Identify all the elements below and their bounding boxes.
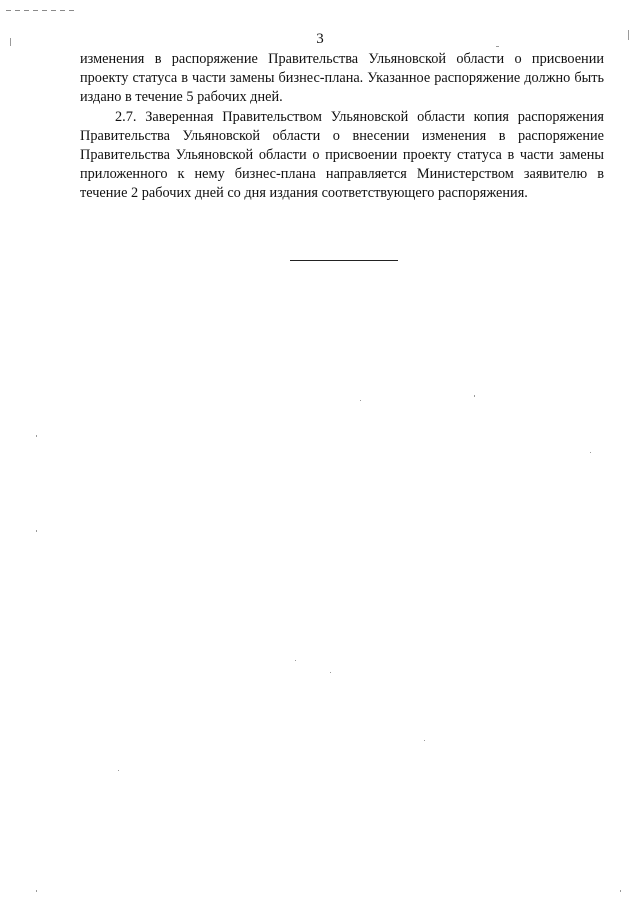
scan-speck — [474, 395, 475, 397]
scan-speck — [36, 530, 37, 532]
scan-speck — [590, 452, 591, 453]
page-number: 3 — [316, 31, 324, 47]
scan-speck — [330, 672, 331, 673]
scan-header-rule — [6, 10, 78, 11]
paragraph-2-7: 2.7. Заверенная Правительством Ульяновской области копия распоряжения Правительства Ульяновской области о внесении изменения в распоряжение Правительства Ульяновской области о присвоении проекту статуса в части замены приложенного к нему бизнес-плана направляется Министерством заявителю в течение 2 рабочих дней со дня издания соответствующего распоряжения. — [80, 108, 604, 202]
scan-speck — [10, 38, 11, 46]
scan-speck — [628, 30, 629, 40]
scan-speck — [424, 740, 425, 741]
scan-speck — [36, 435, 37, 437]
end-of-document-line — [290, 260, 398, 261]
scan-speck — [295, 660, 296, 661]
scan-speck — [496, 46, 499, 47]
scan-speck — [620, 890, 621, 892]
scan-speck — [118, 770, 119, 771]
document-body — [80, 50, 604, 204]
scan-speck — [36, 890, 37, 892]
scan-speck — [360, 400, 361, 401]
paragraph-continuation: изменения в распоряжение Правительства Ульяновской области о присвоении проекту статуса в части замены бизнес-плана. Указанное распоряжение должно быть издано в течение 5 рабочих дней. — [80, 51, 604, 106]
